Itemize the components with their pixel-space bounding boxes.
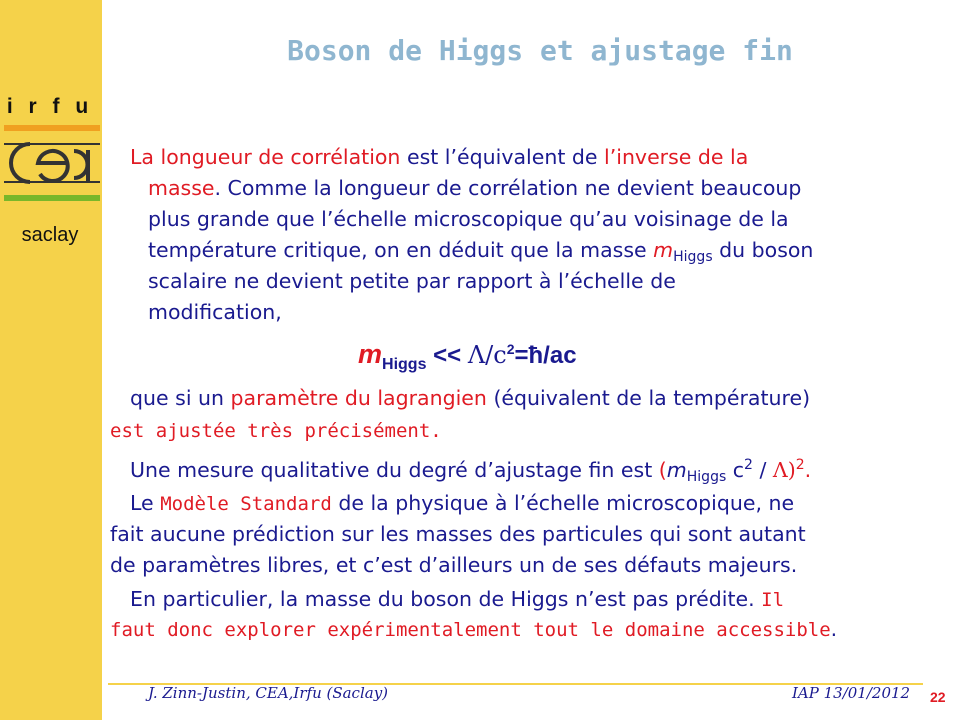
text-span: La longueur de corrélation: [130, 145, 401, 169]
math-sub: Higgs: [673, 249, 713, 265]
text-span: température critique, on en déduit que la masse: [148, 238, 654, 262]
para4-line3: de paramètres libres, et c’est d’ailleurs un de ses défauts majeurs.: [110, 553, 798, 577]
math-sub: Higgs: [686, 469, 727, 485]
para1-line2: [148, 173, 801, 204]
para4-line1: [130, 488, 794, 520]
text-span: c: [726, 458, 745, 482]
math-m: m: [653, 238, 674, 262]
para5-line2: [110, 614, 837, 646]
math-sup: 2: [795, 457, 805, 473]
formula-rest: =ħ/ac: [514, 342, 577, 369]
para2-line2: est ajustée très précisément.: [110, 420, 442, 442]
text-span: que si un: [130, 386, 231, 410]
saclay-label: saclay: [21, 224, 79, 246]
irfu-logo-text: i r f u: [6, 95, 94, 118]
para2-line1: [130, 383, 810, 414]
text-span: En particulier, la masse du boson de Higgs n’est pas prédite.: [130, 587, 762, 611]
para1-line1: [130, 142, 748, 173]
text-span: de la physique à l’échelle microscopique, ne: [331, 491, 795, 515]
text-span: Le: [130, 491, 161, 515]
sidebar: [0, 0, 102, 720]
text-span: Il: [761, 589, 785, 611]
orange-divider: [4, 125, 100, 131]
text-span: .: [804, 458, 812, 482]
footer-date: IAP 13/01/2012: [792, 684, 911, 702]
formula: [358, 339, 577, 374]
footer-author: J. Zinn-Justin, CEA,Irfu (Saclay): [148, 684, 389, 702]
para1-line4: [148, 235, 813, 266]
text-span: Une mesure qualitative du degré d’ajustage fin est: [130, 458, 659, 482]
formula-m: m: [358, 339, 383, 369]
text-span: est l’équivalent de: [400, 145, 605, 169]
formula-lt: <<: [426, 342, 468, 369]
slide-title: Boson de Higgs et ajustage fin: [287, 34, 793, 67]
text-span: faut donc explorer expérimentalement tout le domaine accessible: [110, 619, 831, 641]
math-lambda: Λ): [772, 458, 796, 482]
para3-line1: [130, 455, 811, 486]
text-span: (équivalent de la température): [486, 386, 811, 410]
para5-line1: [130, 584, 784, 616]
para1-line5: scalaire ne devient petite par rapport à l’échelle de: [148, 269, 676, 293]
math-sup: 2: [744, 457, 753, 473]
para1-line3: plus grande que l’échelle microscopique qu’au voisinage de la: [148, 207, 789, 231]
text-span: du boson: [712, 238, 814, 262]
text-span: paramètre du lagrangien: [230, 386, 487, 410]
page-number: 22: [930, 689, 946, 705]
text-span: . Comme la longueur de corrélation ne devient beaucoup: [214, 176, 802, 200]
formula-sup: 2: [506, 341, 515, 357]
para1-line6: modification,: [148, 300, 282, 324]
text-span: Modèle Standard: [160, 493, 332, 515]
text-span: (: [658, 458, 667, 482]
math-m: m: [666, 458, 687, 482]
text-span: .: [830, 617, 838, 641]
formula-lambda: Λ/c: [467, 341, 507, 369]
text-span: masse: [148, 176, 215, 200]
text-span: /: [752, 458, 773, 482]
green-divider: [4, 195, 100, 201]
text-span: l’inverse de la: [604, 145, 749, 169]
para4-line2: fait aucune prédiction sur les masses des particules qui sont autant: [110, 522, 806, 546]
cea-logo-icon: [4, 136, 100, 190]
formula-sub: Higgs: [382, 355, 427, 373]
